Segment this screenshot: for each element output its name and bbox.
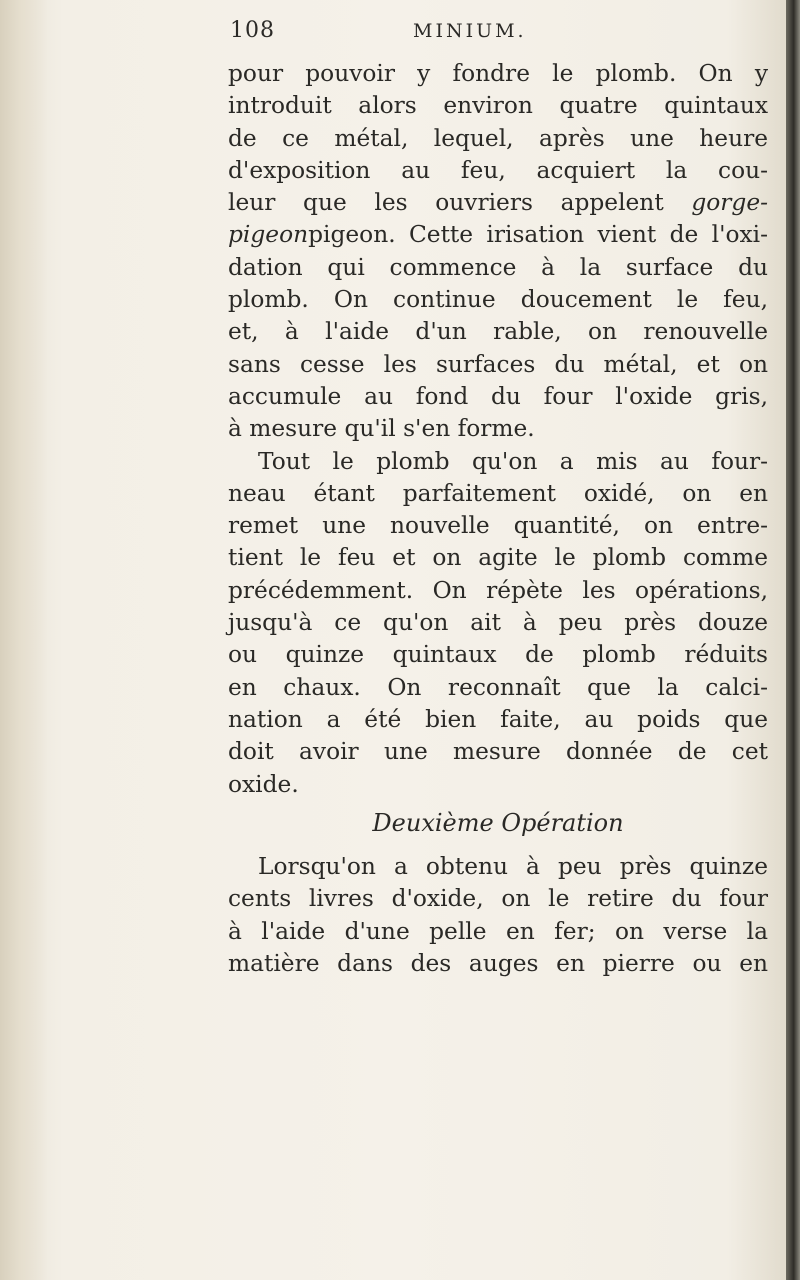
paragraph bbox=[228, 446, 768, 801]
text-line: de ce métal, lequel, après une heure bbox=[228, 124, 768, 152]
text-line: d'exposition au feu, acquiert la cou- bbox=[228, 156, 768, 184]
text-line bbox=[228, 187, 768, 219]
paragraph bbox=[228, 851, 768, 980]
page-number: 108 bbox=[230, 18, 275, 43]
text-line: accumule au fond du four l'oxide gris, bbox=[228, 382, 768, 410]
text-line: jusqu'à ce qu'on ait à peu près douze bbox=[228, 609, 768, 637]
running-head: MINIUM. bbox=[413, 20, 527, 42]
text-line: doit avoir une mesure donnée de cet bbox=[228, 738, 768, 766]
text-line: sans cesse les surfaces du métal, et on bbox=[228, 350, 768, 378]
page-gutter-shadow bbox=[0, 0, 48, 1280]
text-line: oxide. bbox=[228, 770, 299, 798]
text-line bbox=[228, 219, 768, 251]
text-fragment: leur que les ouvriers appelent bbox=[228, 189, 692, 217]
text-line: ou quinze quintaux de plomb réduits bbox=[228, 641, 768, 669]
text-line: introduit alors environ quatre quintaux bbox=[228, 92, 768, 120]
text-line: Lorsqu'on a obtenu à peu près quinze bbox=[258, 853, 768, 881]
text-line: neau étant parfaitement oxidé, on en bbox=[228, 479, 768, 507]
text-line: Tout le plomb qu'on a mis au four- bbox=[258, 447, 768, 475]
text-line: en chaux. On reconnaît que la calci- bbox=[228, 673, 768, 701]
italic-term: gorge- bbox=[691, 189, 768, 217]
text-line: et, à l'aide d'un rable, on renouvelle bbox=[228, 318, 768, 346]
text-line: précédemment. On répète les opérations, bbox=[228, 576, 768, 604]
paragraph bbox=[228, 58, 768, 446]
text-line: pour pouvoir y fondre le plomb. On y bbox=[228, 60, 768, 87]
text-line: remet une nouvelle quantité, on entre- bbox=[228, 512, 768, 540]
text-line: tient le feu et on agite le plomb comme bbox=[228, 544, 768, 572]
text-line: à mesure qu'il s'en forme. bbox=[228, 415, 535, 443]
text-line: nation a été bien faite, au poids que bbox=[228, 705, 768, 733]
text-line: plomb. On continue doucement le feu, bbox=[228, 286, 768, 314]
body-text bbox=[228, 58, 768, 980]
italic-term-continued: pigeon bbox=[228, 221, 309, 249]
text-fragment: pigeon. Cette irisation vient de l'oxi- bbox=[308, 221, 768, 249]
text-line: cents livres d'oxide, on le retire du four bbox=[228, 885, 768, 913]
section-heading: Deuxième Opération bbox=[372, 808, 624, 837]
page-header bbox=[230, 18, 590, 52]
text-line: dation qui commence à la surface du bbox=[228, 253, 768, 281]
text-line: à l'aide d'une pelle en fer; on verse la bbox=[228, 917, 768, 945]
book-edge bbox=[786, 0, 800, 1280]
text-line: matière dans des auges en pierre ou en bbox=[228, 950, 768, 978]
